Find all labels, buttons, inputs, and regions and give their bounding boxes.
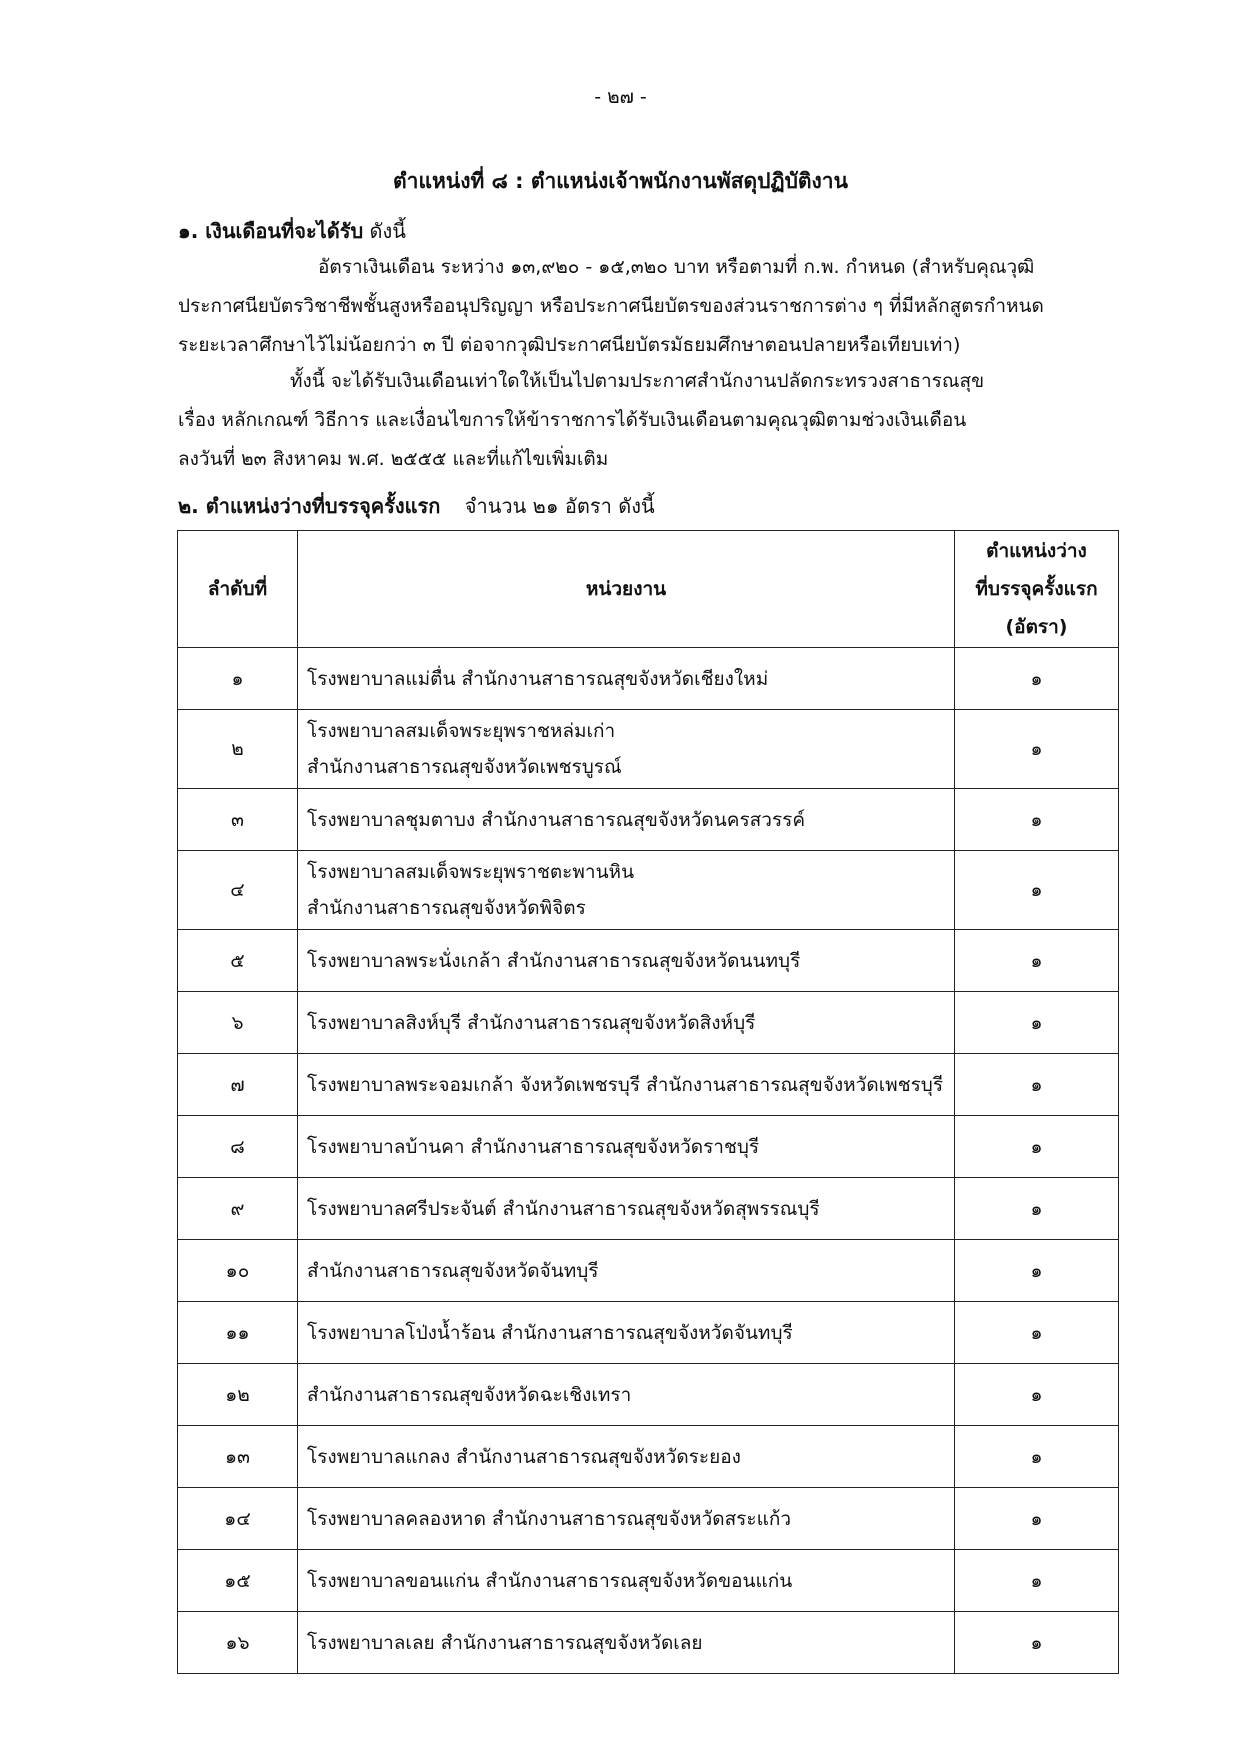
row-unit: [298, 648, 955, 710]
regulation-line: ทั้งนี้ จะได้รับเงินเดือนเท่าใดให้เป็นไปตามประกาศสำนักงานปลัดกระทรวงสาธารณสุข: [290, 370, 985, 392]
row-unit-line: โรงพยาบาลพระจอมเกล้า จังหวัดเพชรบุรี สำนักงานสาธารณสุขจังหวัดเพชรบุรี: [307, 1073, 944, 1096]
table-row: [178, 1116, 1119, 1178]
row-vacancy-count: ๑: [955, 1240, 1119, 1302]
row-unit-line: โรงพยาบาลสมเด็จพระยุพราชหล่มเก่า: [307, 720, 616, 742]
table-row: [178, 1240, 1119, 1302]
row-number: ๓: [178, 789, 298, 851]
table-row: [178, 1178, 1119, 1240]
row-unit-line: สำนักงานสาธารณสุขจังหวัดพิจิตร: [307, 897, 586, 919]
section-2-heading-label: ๒. ตำแหน่งว่างที่บรรจุครั้งแรก: [178, 494, 441, 518]
table-row: [178, 1426, 1119, 1488]
row-number: ๑๑: [178, 1302, 298, 1364]
row-number: ๑๔: [178, 1488, 298, 1550]
row-unit-line: โรงพยาบาลแกลง สำนักงานสาธารณสุขจังหวัดระยอง: [307, 1445, 741, 1468]
table-header-row: [178, 531, 1119, 648]
vacancy-table: [177, 530, 1119, 1674]
row-unit-line: โรงพยาบาลเลย สำนักงานสาธารณสุขจังหวัดเลย: [307, 1631, 703, 1654]
row-vacancy-count: ๑: [955, 789, 1119, 851]
row-vacancy-count: ๑: [955, 992, 1119, 1054]
row-vacancy-count: ๑: [955, 1488, 1119, 1550]
row-unit: [298, 930, 955, 992]
row-unit-line: สำนักงานสาธารณสุขจังหวัดฉะเชิงเทรา: [307, 1383, 632, 1406]
regulation-paragraph: [178, 362, 1118, 479]
row-vacancy-count: ๑: [955, 1426, 1119, 1488]
header-unit: หน่วยงาน: [298, 531, 955, 648]
row-unit-line: โรงพยาบาลคลองหาด สำนักงานสาธารณสุขจังหวัดสระแก้ว: [307, 1507, 792, 1530]
row-unit: [298, 710, 955, 789]
row-unit: [298, 992, 955, 1054]
row-unit-line: โรงพยาบาลบ้านคา สำนักงานสาธารณสุขจังหวัดราชบุรี: [307, 1135, 760, 1158]
page-number: - ๒๗ -: [594, 86, 647, 108]
section-1-heading-label: ๑. เงินเดือนที่จะได้รับ: [178, 219, 364, 243]
row-unit: [298, 789, 955, 851]
table-row: [178, 789, 1119, 851]
row-number: ๑๒: [178, 1364, 298, 1426]
table-row: [178, 710, 1119, 789]
table-row: [178, 1488, 1119, 1550]
row-number: ๑๕: [178, 1550, 298, 1612]
salary-line: ระยะเวลาศึกษาไว้ไม่น้อยกว่า ๓ ปี ต่อจากวุฒิประกาศนียบัตรมัธยมศึกษาตอนปลายหรือเทียบเท่า): [178, 334, 961, 356]
row-number: ๙: [178, 1178, 298, 1240]
row-number: ๒: [178, 710, 298, 789]
section-1-heading-suffix: ดังนี้: [369, 219, 406, 243]
row-unit-line: โรงพยาบาลโป่งน้ำร้อน สำนักงานสาธารณสุขจังหวัดจันทบุรี: [307, 1321, 793, 1344]
row-unit-line: โรงพยาบาลแม่ตื่น สำนักงานสาธารณสุขจังหวัดเชียงใหม่: [307, 667, 769, 690]
row-unit: [298, 1116, 955, 1178]
salary-line: อัตราเงินเดือน ระหว่าง ๑๓,๙๒๐ - ๑๕,๓๒๐ บาท หรือตามที่ ก.พ. กำหนด (สำหรับคุณวุฒิ: [318, 256, 1035, 278]
row-unit: [298, 1550, 955, 1612]
row-unit: [298, 1612, 955, 1674]
row-unit-line: สำนักงานสาธารณสุขจังหวัดจันทบุรี: [307, 1259, 599, 1282]
regulation-line: ลงวันที่ ๒๓ สิงหาคม พ.ศ. ๒๕๕๕ และที่แก้ไขเพิ่มเติม: [178, 448, 609, 470]
row-number: ๕: [178, 930, 298, 992]
row-unit: [298, 1054, 955, 1116]
row-unit-line: สำนักงานสาธารณสุขจังหวัดเพชรบูรณ์: [307, 756, 622, 778]
table-row: [178, 930, 1119, 992]
row-vacancy-count: ๑: [955, 1054, 1119, 1116]
row-unit-line: โรงพยาบาลศรีประจันต์ สำนักงานสาธารณสุขจังหวัดสุพรรณบุรี: [307, 1197, 820, 1220]
row-unit-line: โรงพยาบาลชุมตาบง สำนักงานสาธารณสุขจังหวัดนครสวรรค์: [307, 808, 806, 831]
row-unit: [298, 851, 955, 930]
header-vacancy: [955, 531, 1119, 648]
table-row: [178, 851, 1119, 930]
section-2-heading-suffix: จำนวน ๒๑ อัตรา ดังนี้: [464, 494, 655, 518]
row-unit: [298, 1426, 955, 1488]
position-title: ตำแหน่งที่ ๘ : ตำแหน่งเจ้าพนักงานพัสดุปฏิบัติงาน: [393, 169, 848, 193]
section-2-heading: [178, 490, 655, 522]
row-number: ๔: [178, 851, 298, 930]
row-unit: [298, 1302, 955, 1364]
header-no: ลำดับที่: [178, 531, 298, 648]
row-vacancy-count: ๑: [955, 1612, 1119, 1674]
header-vacancy-line: ตำแหน่งว่าง: [986, 540, 1087, 562]
row-number: ๑: [178, 648, 298, 710]
salary-line: ประกาศนียบัตรวิชาชีพชั้นสูงหรืออนุปริญญา หรือประกาศนียบัตรของส่วนราชการต่าง ๆ ที่มีหลักสูตรกำหนด: [178, 295, 1044, 317]
table-row: [178, 1302, 1119, 1364]
row-vacancy-count: ๑: [955, 1364, 1119, 1426]
row-unit: [298, 1240, 955, 1302]
row-unit-line: โรงพยาบาลสิงห์บุรี สำนักงานสาธารณสุขจังหวัดสิงห์บุรี: [307, 1011, 756, 1034]
row-number: ๖: [178, 992, 298, 1054]
row-number: ๑๖: [178, 1612, 298, 1674]
section-1-heading: [178, 215, 406, 247]
row-vacancy-count: ๑: [955, 1116, 1119, 1178]
row-vacancy-count: ๑: [955, 851, 1119, 930]
row-unit-line: โรงพยาบาลพระนั่งเกล้า สำนักงานสาธารณสุขจังหวัดนนทบุรี: [307, 949, 801, 972]
salary-paragraph: [178, 248, 1118, 365]
table-row: [178, 1550, 1119, 1612]
row-number: ๑๓: [178, 1426, 298, 1488]
table-row: [178, 648, 1119, 710]
row-unit: [298, 1488, 955, 1550]
table-body: [178, 648, 1119, 1674]
header-vacancy-line: (อัตรา): [1005, 616, 1068, 638]
row-vacancy-count: ๑: [955, 648, 1119, 710]
table-row: [178, 1612, 1119, 1674]
table-row: [178, 992, 1119, 1054]
row-vacancy-count: ๑: [955, 930, 1119, 992]
row-number: ๘: [178, 1116, 298, 1178]
row-unit-line: โรงพยาบาลสมเด็จพระยุพราชตะพานหิน: [307, 861, 635, 883]
row-unit-line: โรงพยาบาลขอนแก่น สำนักงานสาธารณสุขจังหวัดขอนแก่น: [307, 1569, 793, 1592]
row-vacancy-count: ๑: [955, 710, 1119, 789]
regulation-line: เรื่อง หลักเกณฑ์ วิธีการ และเงื่อนไขการให้ข้าราชการได้รับเงินเดือนตามคุณวุฒิตามช่วงเงินเดือน: [178, 409, 967, 431]
header-vacancy-line: ที่บรรจุครั้งแรก: [975, 578, 1098, 600]
row-unit: [298, 1364, 955, 1426]
table-row: [178, 1054, 1119, 1116]
row-number: ๑๐: [178, 1240, 298, 1302]
row-vacancy-count: ๑: [955, 1178, 1119, 1240]
table-row: [178, 1364, 1119, 1426]
row-number: ๗: [178, 1054, 298, 1116]
row-unit: [298, 1178, 955, 1240]
row-vacancy-count: ๑: [955, 1550, 1119, 1612]
row-vacancy-count: ๑: [955, 1302, 1119, 1364]
